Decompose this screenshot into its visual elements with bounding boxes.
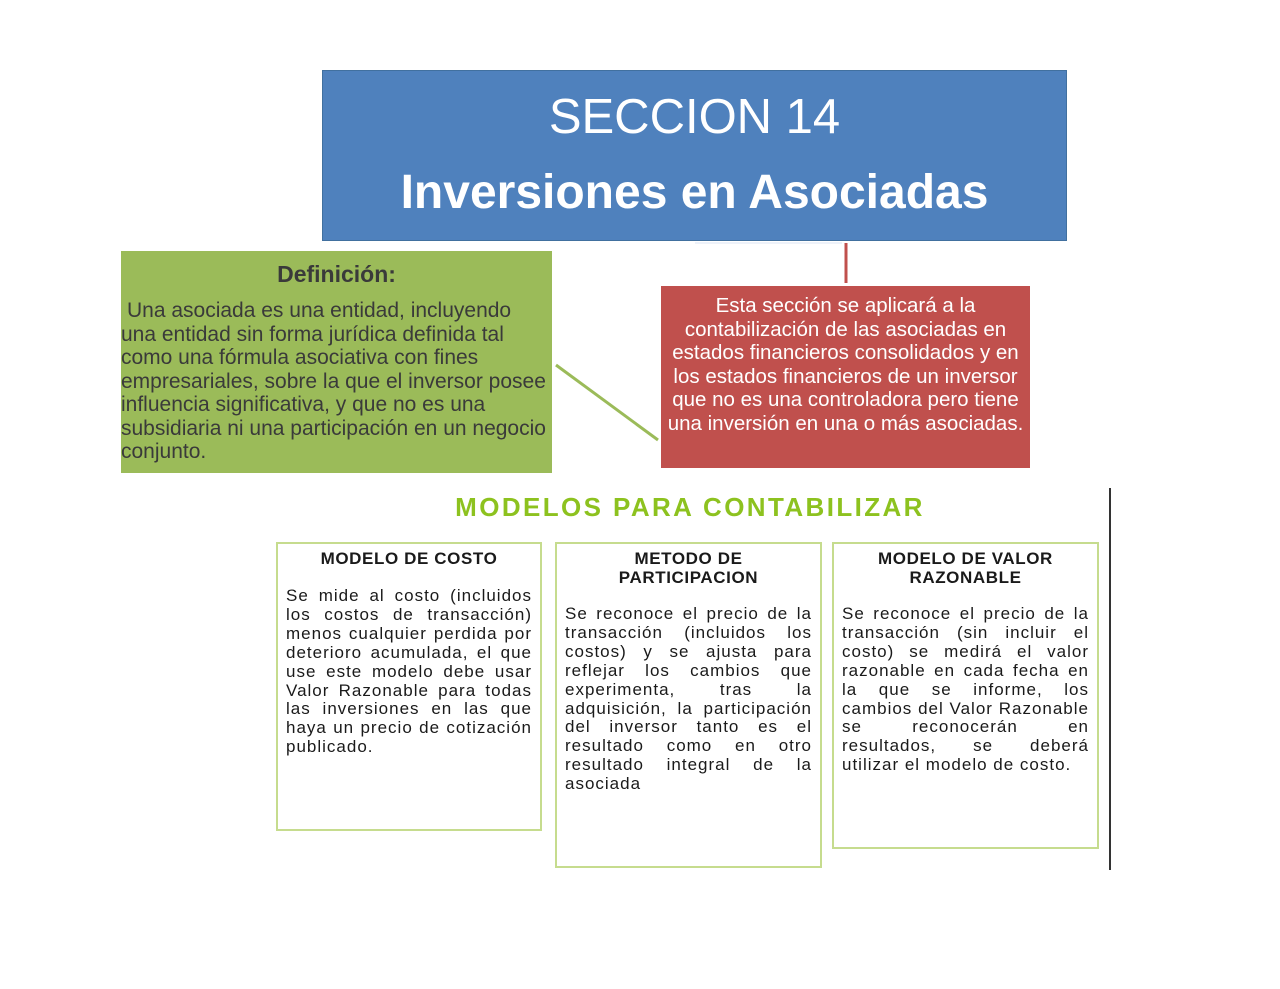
model-card-cost (276, 542, 542, 831)
section-title-box (322, 70, 1067, 241)
models-title: MODELOS PARA CONTABILIZAR (455, 492, 925, 522)
model-card-fair-value (832, 542, 1099, 849)
definition-text: Una asociada es una entidad, incluyendo una entidad sin forma jurídica definida tal como una fórmula asociativa con fines empresariales, sobre la que el inversor posee influencia significativa, y que no es una subsidiaria ni una participación en un negocio conjunto. (121, 299, 546, 463)
model-card-text: Se mide al costo (incluidos los costos de transacción) menos cualquier perdida por deterioro acumulada, el que use este modelo debe usar Valor Razonable para todas las inversiones en las que haya un precio de cotización publicado. (286, 586, 532, 757)
scope-text: Esta sección se aplicará a la contabilización de las asociadas en estados financieros consolidados y en los estados financieros de un inversor que no es una controladora pero tiene una inversión en una o más asociadas. (667, 294, 1024, 435)
definition-to-scope-connector (556, 365, 658, 440)
model-card-equity (555, 542, 822, 868)
right-divider (1109, 488, 1111, 870)
section-number: SECCION 14 (548, 90, 841, 144)
definition-heading: Definición: (277, 261, 396, 287)
scope-box (661, 286, 1030, 468)
definition-box (121, 251, 552, 473)
model-card-title: METODO DE PARTICIPACION (618, 549, 759, 587)
model-card-title: MODELO DE VALOR RAZONABLE (878, 549, 1053, 587)
model-card-text: Se reconoce el precio de la transacción (sin incluir el costo) se medirá el valor razonable en cada fecha en la que se informe, los cambios del Valor Razonable se reconocerán en resultados, se deberá utilizar el modelo de costo. (842, 604, 1089, 775)
model-card-title: MODELO DE COSTO (320, 549, 498, 568)
model-card-text: Se reconoce el precio de la transacción (incluidos los costos) y se ajusta para reflejar los cambios que experimenta, tras la adquisición, la participación del inversor tanto es el resultado como en otro resultado integral de la asociada (565, 604, 812, 794)
section-title: Inversiones en Asociadas (400, 166, 989, 219)
